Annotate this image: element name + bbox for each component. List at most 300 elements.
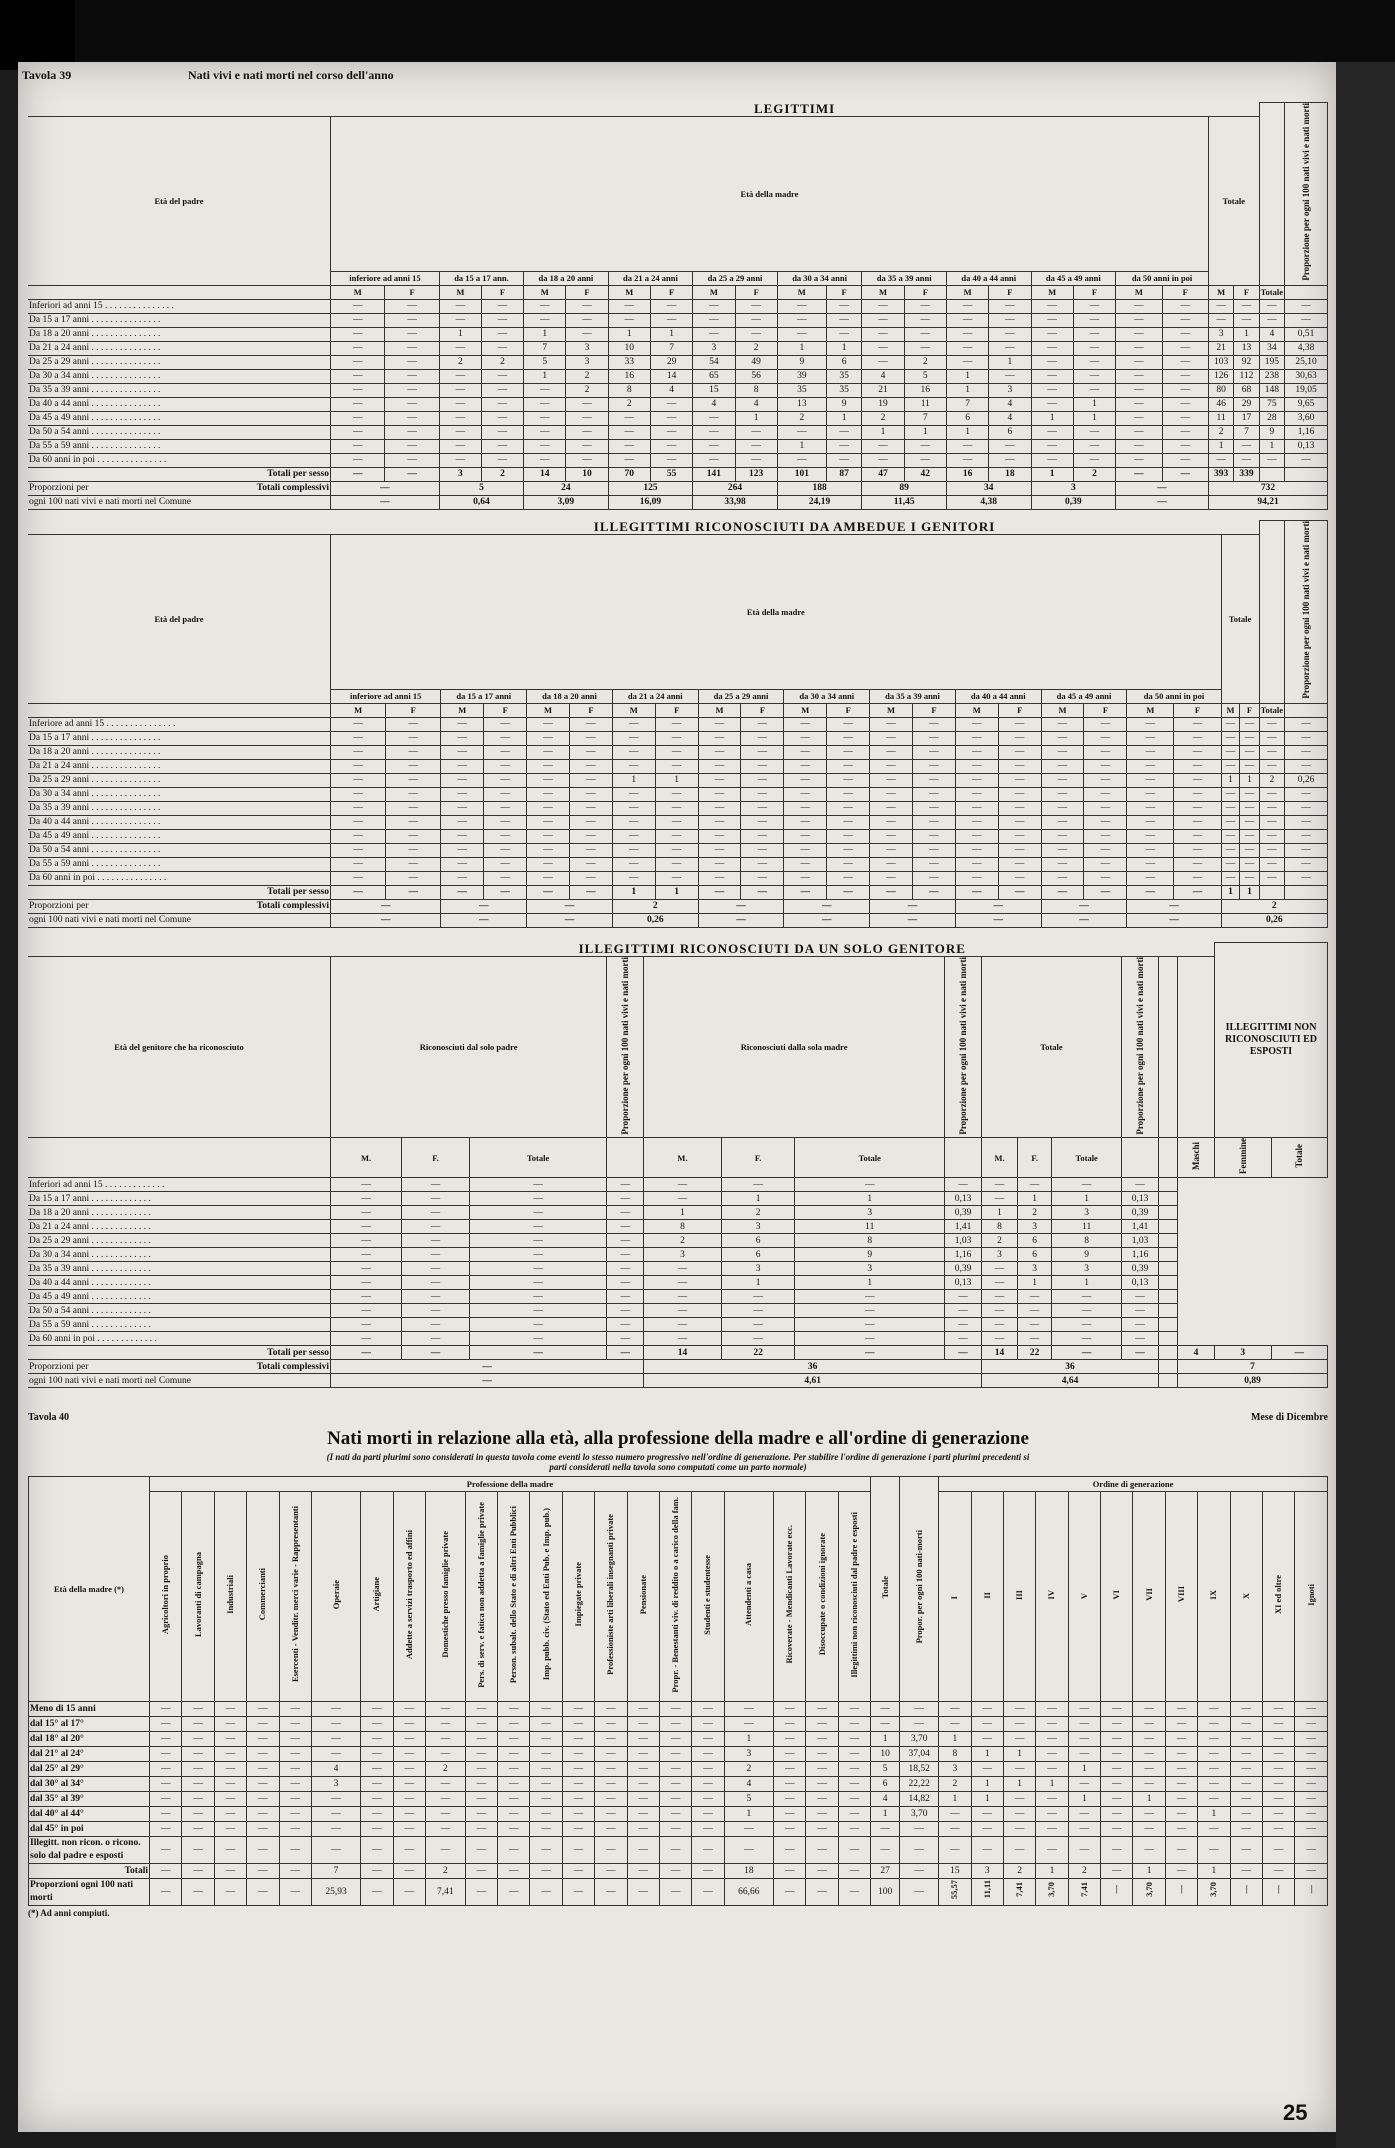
table-cell: —	[1127, 773, 1174, 787]
spacer-cell	[1159, 1262, 1178, 1276]
table-cell: 1	[946, 369, 988, 383]
col-tot-madre: Totale	[795, 1138, 945, 1178]
table-cell: —	[150, 1732, 182, 1747]
totals-blank	[1259, 467, 1284, 481]
table-cell: —	[311, 1732, 360, 1747]
table-cell: —	[331, 1290, 402, 1304]
table-cell: 9,65	[1285, 397, 1328, 411]
table-cell: —	[150, 1807, 182, 1822]
table-cell: —	[441, 871, 484, 885]
table-cell: —	[912, 829, 955, 843]
table-cell: —	[595, 1807, 627, 1822]
table-cell: —	[982, 1262, 1018, 1276]
table-cell: —	[1209, 299, 1234, 313]
section-legittimi	[28, 102, 1328, 510]
table-cell: —	[1041, 745, 1084, 759]
ordine-cell: —	[1230, 1807, 1262, 1822]
row-label: Da 25 a 29 anni . . . . . . . . . . . . . . .	[28, 773, 331, 787]
table-cell: 1	[524, 327, 566, 341]
table-cell: —	[698, 787, 741, 801]
table-cell: —	[1221, 717, 1240, 731]
table-cell: —	[627, 1762, 659, 1777]
ordine-label: IV	[1046, 1589, 1057, 1600]
table-cell: 0,13	[945, 1276, 982, 1290]
table-cell: —	[741, 717, 784, 731]
totals-cell: —	[1052, 1346, 1122, 1360]
table-cell: —	[741, 829, 784, 843]
table-cell: —	[441, 773, 484, 787]
tavola-40-title: Nati morti in relazione alla età, alla professione della madre e all'ordine di generazione	[327, 1428, 1029, 1449]
table-cell: 3	[721, 1262, 795, 1276]
totals-cell: 1	[612, 885, 655, 899]
table-cell: 1	[608, 327, 650, 341]
ie-age-group-4: da 25 a 29 anni	[698, 689, 784, 703]
table-cell: —	[1221, 731, 1240, 745]
table-row	[29, 1792, 1328, 1807]
profession-label: Agricoltori in proprio	[160, 1554, 171, 1635]
table-cell: —	[1174, 759, 1221, 773]
profession-label: Disoccupate o condizioni ignorate	[816, 1533, 827, 1656]
table-cell: —	[498, 1837, 530, 1864]
totals-cell: —	[331, 467, 385, 481]
table-cell: —	[1084, 871, 1127, 885]
row-label: Da 55 a 59 anni . . . . . . . . . . . . . . .	[28, 439, 331, 453]
totals-cell: —	[1162, 467, 1208, 481]
professione-header: Professione della madre	[150, 1477, 871, 1492]
leg-totale-col: Totale	[1260, 287, 1283, 298]
table-cell: —	[982, 1276, 1018, 1290]
table-cell: —	[1162, 439, 1208, 453]
prop-ordine-cell	[1198, 1879, 1230, 1906]
ordine-cell: —	[971, 1762, 1003, 1777]
table-cell: —	[724, 1702, 773, 1717]
table-cell: —	[1234, 453, 1259, 467]
table-cell: —	[982, 1178, 1018, 1192]
table-cell: —	[1041, 829, 1084, 843]
table-row	[28, 815, 1328, 829]
table-cell: —	[331, 341, 385, 355]
table-cell: —	[826, 327, 862, 341]
table-cell: —	[214, 1702, 246, 1717]
table-cell: —	[612, 857, 655, 871]
table-cell: 1	[655, 773, 698, 787]
eta-madre-40-header: Età della madre (*)	[29, 1477, 150, 1702]
totals-cell: —	[627, 1864, 659, 1879]
table-cell: —	[595, 1777, 627, 1792]
table-cell: —	[1285, 731, 1328, 745]
table-cell: —	[331, 425, 385, 439]
tot-compl-cell: 5	[439, 481, 523, 495]
table-cell: —	[498, 1807, 530, 1822]
table-cell: —	[1174, 787, 1221, 801]
eta-padre-header-2: Età del padre	[28, 534, 331, 703]
table-cell: —	[566, 439, 608, 453]
table-cell: —	[698, 843, 741, 857]
table-cell: —	[562, 1807, 594, 1822]
prop-cell: —	[774, 1879, 806, 1906]
totals-cell: 2	[481, 467, 523, 481]
ordine-cell: —	[1262, 1822, 1294, 1837]
section-illegittimi-uno	[28, 942, 1328, 1388]
table-cell: 3	[989, 383, 1031, 397]
table-cell: —	[784, 787, 827, 801]
table-cell: 1	[871, 1807, 900, 1822]
table-cell: —	[361, 1732, 393, 1747]
table-cell: —	[724, 1837, 773, 1864]
table-cell: —	[806, 1837, 838, 1864]
table-cell: —	[612, 759, 655, 773]
ordine-cell: —	[1068, 1717, 1100, 1732]
ordine-cell: —	[1295, 1762, 1328, 1777]
table-cell: —	[998, 731, 1041, 745]
table-cell: —	[912, 843, 955, 857]
table-cell: 1	[1018, 1192, 1052, 1206]
totale-uno-header: Totale	[982, 956, 1122, 1138]
totals-cell: —	[607, 1346, 644, 1360]
prop-ordine-value: 11,11	[981, 1880, 992, 1899]
table-cell: —	[698, 857, 741, 871]
table-cell: —	[1052, 1304, 1122, 1318]
totals-cell: —	[385, 467, 439, 481]
table-cell: —	[214, 1807, 246, 1822]
table-row	[28, 313, 1328, 327]
table-cell: —	[900, 1717, 939, 1732]
table-cell: —	[735, 453, 777, 467]
eta-madre-header-2: Età della madre	[331, 534, 1222, 689]
ogni-cell: —	[955, 913, 1041, 927]
ordine-cell: —	[971, 1822, 1003, 1837]
table-cell: 1	[1209, 439, 1234, 453]
totals-cell: —	[827, 885, 870, 899]
tavola-40-header	[28, 1410, 1328, 1428]
ordine-label: IX	[1208, 1589, 1219, 1600]
table-row	[29, 1762, 1328, 1777]
table-cell: —	[386, 801, 441, 815]
table-cell: —	[998, 871, 1041, 885]
table-cell: —	[385, 397, 439, 411]
prop-cell: —	[150, 1879, 182, 1906]
table-cell: 9	[1259, 425, 1284, 439]
ordine-cell: —	[1230, 1822, 1262, 1837]
table-cell: 3	[1052, 1206, 1122, 1220]
table-cell: 2	[608, 397, 650, 411]
leg-m-col: M	[608, 285, 650, 299]
table-cell: —	[469, 1318, 606, 1332]
ogni-cell: 4,38	[946, 495, 1031, 509]
tot-compl-label: Totali complessivi	[256, 901, 329, 912]
table-cell: —	[385, 439, 439, 453]
table-cell: —	[607, 1290, 644, 1304]
table-cell: —	[1162, 299, 1208, 313]
table-cell: 3	[795, 1262, 945, 1276]
table-cell: 3	[724, 1747, 773, 1762]
leg-m-col: M	[946, 285, 988, 299]
prop-ordine-value: —	[1240, 1885, 1251, 1894]
spacer-cell	[1159, 1374, 1178, 1388]
table-cell: —	[247, 1732, 279, 1747]
table-cell: —	[1162, 425, 1208, 439]
table-cell: —	[402, 1332, 470, 1346]
spacer-cell	[1159, 1360, 1178, 1374]
table-cell: —	[827, 745, 870, 759]
ordine-cell: 1	[1198, 1807, 1230, 1822]
table-cell: —	[595, 1732, 627, 1747]
ogni-cell: 16,09	[608, 495, 693, 509]
totals-cell: 14	[644, 1346, 722, 1360]
ordine-cell: —	[1198, 1792, 1230, 1807]
table-cell: —	[527, 815, 570, 829]
table-cell: —	[741, 815, 784, 829]
totals-ordine-cell: 15	[939, 1864, 971, 1879]
ie-f-col: F	[1084, 703, 1127, 717]
table-cell: —	[331, 1276, 402, 1290]
table-cell: —	[721, 1318, 795, 1332]
table-cell: —	[795, 1318, 945, 1332]
table-cell: —	[524, 397, 566, 411]
table-cell: —	[838, 1732, 870, 1747]
table-cell: —	[469, 1304, 606, 1318]
ordine-cell: 1	[1036, 1777, 1068, 1792]
table-cell: —	[393, 1807, 425, 1822]
ogni-cell: —	[331, 913, 441, 927]
table-cell: —	[150, 1762, 182, 1777]
table-cell: —	[484, 871, 527, 885]
table-cell: —	[659, 1777, 691, 1792]
table-row	[29, 1717, 1328, 1732]
table-cell: —	[644, 1304, 722, 1318]
leg-f-col: F	[1234, 285, 1259, 299]
table-cell: 1	[1259, 439, 1284, 453]
ordine-cell: 1	[939, 1792, 971, 1807]
table-cell: —	[150, 1717, 182, 1732]
ordine-header-11	[1295, 1492, 1328, 1702]
ordine-cell: —	[939, 1837, 971, 1864]
table-cell: —	[1084, 731, 1127, 745]
profession-header-1	[182, 1492, 214, 1702]
ordine-cell: —	[1295, 1702, 1328, 1717]
table-cell: —	[481, 425, 523, 439]
total-compl-row	[28, 481, 1328, 495]
leg-f-col: F	[1162, 285, 1208, 299]
table-cell: —	[331, 355, 385, 369]
table-cell: —	[595, 1792, 627, 1807]
table-cell: —	[1116, 383, 1162, 397]
table-cell: 35	[826, 383, 862, 397]
table-cell: —	[998, 759, 1041, 773]
table-cell: —	[361, 1792, 393, 1807]
table-cell: 29	[650, 355, 692, 369]
table-cell: —	[806, 1732, 838, 1747]
ordine-cell: —	[1198, 1762, 1230, 1777]
table-cell: —	[150, 1792, 182, 1807]
table-cell: —	[1031, 341, 1073, 355]
spacer-cell	[1159, 1304, 1178, 1318]
table-cell: 4	[1259, 327, 1284, 341]
table-cell: 1	[1240, 773, 1259, 787]
table-cell: —	[1018, 1332, 1052, 1346]
table-cell: 6	[1018, 1248, 1052, 1262]
table-cell: —	[385, 355, 439, 369]
spacer-cell	[1159, 1178, 1178, 1192]
table-cell: —	[862, 355, 904, 369]
ordine-cell: —	[1003, 1822, 1035, 1837]
leg-mf-spacer	[28, 285, 331, 299]
table-cell: —	[692, 1702, 724, 1717]
table-cell: 39	[777, 369, 826, 383]
table-cell: —	[481, 327, 523, 341]
table-cell: —	[311, 1807, 360, 1822]
table-cell: —	[425, 1807, 465, 1822]
table-cell: —	[439, 411, 481, 425]
table-cell: —	[644, 1290, 722, 1304]
totals-cell: 4	[1178, 1346, 1215, 1360]
table-cell: —	[527, 871, 570, 885]
ie-m-col: M	[441, 703, 484, 717]
ie-m-col: M	[955, 703, 998, 717]
table-cell: —	[1285, 717, 1328, 731]
profession-header-11	[530, 1492, 562, 1702]
table-cell: —	[214, 1717, 246, 1732]
totals-ordine-cell: 1	[1198, 1864, 1230, 1879]
table-cell: —	[1174, 731, 1221, 745]
table-cell: —	[182, 1822, 214, 1837]
table-cell: —	[912, 731, 955, 745]
table-cell: —	[530, 1822, 562, 1837]
table-cell: 1	[826, 411, 862, 425]
ordine-cell: —	[1133, 1837, 1165, 1864]
ordine-label: Ignoti	[1305, 1583, 1316, 1606]
prop-ordine-cell	[1165, 1879, 1197, 1906]
table-cell: —	[806, 1747, 838, 1762]
ie-age-group-9: da 50 anni in poi	[1127, 689, 1221, 703]
table-cell: —	[385, 453, 439, 467]
table-cell: 10	[608, 341, 650, 355]
table-cell: —	[1259, 299, 1284, 313]
table-cell: —	[838, 1702, 870, 1717]
table-cell: —	[527, 745, 570, 759]
table-cell: —	[441, 857, 484, 871]
table-cell: —	[827, 759, 870, 773]
ie-f-col: F	[1174, 703, 1221, 717]
table-cell: —	[465, 1792, 497, 1807]
col-tot-totale: Totale	[1052, 1138, 1122, 1178]
table-cell: —	[912, 773, 955, 787]
table-cell: —	[784, 717, 827, 731]
scan-top-border	[0, 0, 1395, 70]
totals-cell: —	[998, 885, 1041, 899]
table-cell: —	[182, 1837, 214, 1864]
ogni-cell: 4,64	[982, 1374, 1159, 1388]
row-label: Inferiore ad anni 15 . . . . . . . . . . . . . . .	[28, 717, 331, 731]
table-cell: —	[1209, 453, 1234, 467]
totals-cell: 87	[826, 467, 862, 481]
ordine-cell: —	[1036, 1717, 1068, 1732]
row-label: dal 15° al 17°	[29, 1717, 150, 1732]
totals-cell: —	[838, 1864, 870, 1879]
table-cell: —	[721, 1178, 795, 1192]
table-row	[28, 369, 1328, 383]
ordine-cell: —	[1036, 1762, 1068, 1777]
table-cell: —	[838, 1762, 870, 1777]
ordine-cell: —	[1165, 1717, 1197, 1732]
totals-cell: —	[659, 1864, 691, 1879]
table-cell: —	[214, 1792, 246, 1807]
table-cell: —	[998, 829, 1041, 843]
table-cell: 1,03	[1122, 1234, 1159, 1248]
prop-cell: —	[562, 1879, 594, 1906]
table-cell: —	[870, 759, 913, 773]
totals-cell: 70	[608, 467, 650, 481]
totals-cell: —	[806, 1864, 838, 1879]
table-cell: 9	[826, 397, 862, 411]
table-cell: 35	[777, 383, 826, 397]
table-cell: —	[331, 843, 386, 857]
ie-f-col: F	[386, 703, 441, 717]
table-cell: —	[441, 815, 484, 829]
table-cell: —	[912, 717, 955, 731]
table-cell: —	[331, 313, 385, 327]
table-cell: —	[721, 1290, 795, 1304]
table-cell: 4	[989, 411, 1031, 425]
table-cell: —	[955, 787, 998, 801]
table-cell: —	[1240, 829, 1259, 843]
ordine-cell: —	[1198, 1702, 1230, 1717]
ordine-header-7	[1165, 1492, 1197, 1702]
prop-ordine-cell	[1230, 1879, 1262, 1906]
table-cell: 19,05	[1285, 383, 1328, 397]
totals-ordine-cell: —	[1262, 1864, 1294, 1879]
table-cell: —	[484, 745, 527, 759]
prop-totale-header: Proporzione per ogni 100 nati vivi e nati morti	[1135, 956, 1145, 1135]
table-cell: —	[827, 801, 870, 815]
table-cell: —	[946, 299, 988, 313]
table-cell: 8	[644, 1220, 722, 1234]
table-cell: —	[912, 787, 955, 801]
maschi-header: Maschi	[1191, 1142, 1201, 1171]
ogni-cell: 0,39	[1031, 495, 1116, 509]
table-cell: —	[1221, 801, 1240, 815]
row-label: Da 25 a 29 anni . . . . . . . . . . . . .	[28, 1234, 331, 1248]
leg-m-col: M	[331, 285, 385, 299]
table-cell: —	[1221, 843, 1240, 857]
table-cell: —	[774, 1702, 806, 1717]
profession-label: Commercianti	[257, 1568, 268, 1621]
prop-ordine-value: —	[1305, 1885, 1316, 1894]
table-cell: —	[393, 1702, 425, 1717]
table-cell: —	[862, 327, 904, 341]
table-cell: —	[827, 871, 870, 885]
table-cell: —	[659, 1717, 691, 1732]
ie-totale-col: Totale	[1260, 705, 1283, 716]
ordine-cell: —	[1295, 1777, 1328, 1792]
table-cell: 1	[724, 1807, 773, 1822]
table-cell: —	[465, 1837, 497, 1864]
table-cell: 7	[650, 341, 692, 355]
tot-compl-cell: 125	[608, 481, 693, 495]
table-cell: 1,16	[1122, 1248, 1159, 1262]
table-row	[28, 1276, 1328, 1290]
table-cell: 9	[795, 1248, 945, 1262]
prop-ordine-cell	[1101, 1879, 1133, 1906]
table-cell: 1	[871, 1732, 900, 1747]
table-cell: —	[1031, 397, 1073, 411]
table-cell: —	[627, 1822, 659, 1837]
row-label: Da 60 anni in poi . . . . . . . . . . . . . . .	[28, 871, 331, 885]
table-cell: —	[627, 1777, 659, 1792]
table-cell: —	[870, 731, 913, 745]
table-cell: 1	[795, 1192, 945, 1206]
ordine-cell: —	[1230, 1732, 1262, 1747]
